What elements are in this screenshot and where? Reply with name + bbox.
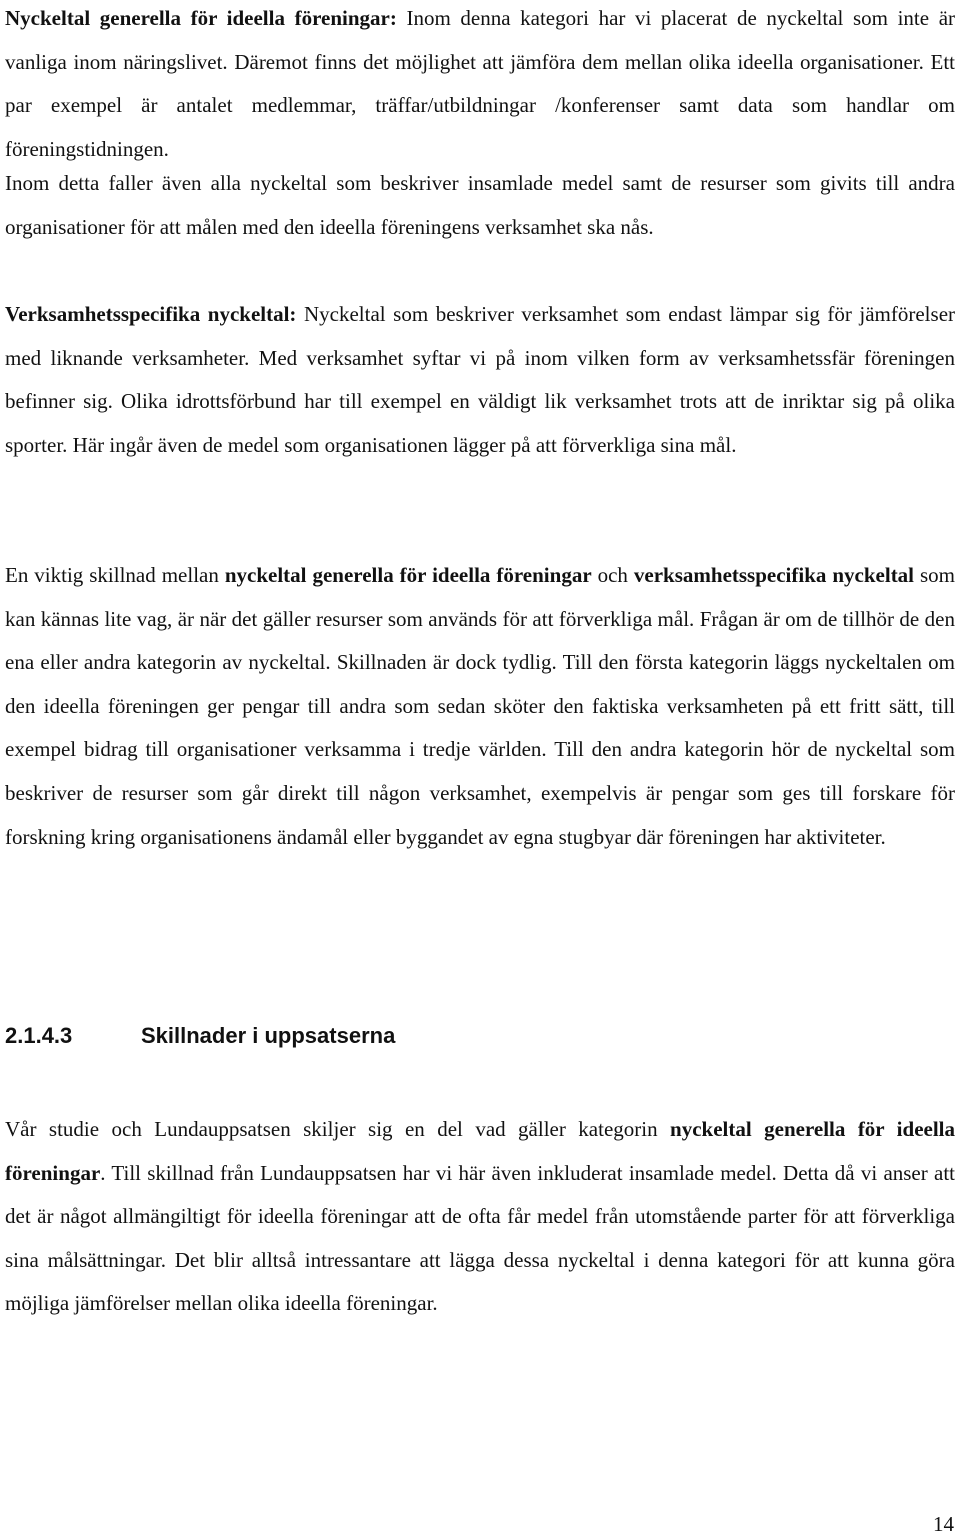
page-number: 14 [933,1512,954,1536]
section-heading [5,1018,395,1054]
section-title: Skillnader i uppsatserna [141,1023,396,1048]
paragraph-study-comparison [5,1108,955,1326]
paragraph-text: och [597,563,628,587]
paragraph-text: . Till skillnad från Lundauppsatsen har vi här även inkluderat insamlade medel. Detta då vi anser att det är något allmängiltigt för ideella föreningar att de ofta får medel från utomstående parter för att förverkliga sina målsättningar. Det blir alltså intressantare att lägga dessa nyckeltal i denna kategori för att kunna göra möjliga jämförelser mellan olika ideella föreningar. [5,1160,955,1316]
term-general-indicators: nyckeltal generella för ideella föreningar [5,1117,955,1185]
paragraph-text: som kan kännas lite vag, är när det gäller resurser som används för att förverkliga mål. Frågan är om de tillhör de den ena eller andra kategorin av nyckeltal. Skillnaden är dock tydlig. Till den första kategorin läggs nyckeltalen om den ideella föreningen ger pengar till andra som sedan sköter den faktiska verksamheten på ett fritt sätt, till exempel bidrag till organisationer verksamma i tredje världen. Till den andra kategorin hör de nyckeltal som beskriver de resurser som går direkt till någon verksamhet, exempelvis är pengar som ges till forskare för forskning kring organisationens ändamål eller byggandet av egna stugbyar där föreningen har aktiviteter. [5,563,956,849]
paragraph-collected-funds [5,162,955,249]
paragraph-text: Inom detta faller även alla nyckeltal som beskriver insamlade medel samt de resurser som givits till andra organisationer för att målen med den ideella föreningens verksamhet ska nås. [5,171,955,239]
paragraph-text: Vår studie och Lundauppsatsen skiljer sig en del vad gäller kategorin [5,1117,658,1141]
term-activity-specific: Verksamhetsspecifika nyckeltal: [5,302,297,326]
paragraph-text: Nyckeltal som beskriver verksamhet som endast lämpar sig för jämförelser med liknande verksamheter. Med verksamhet syftar vi på inom vilken form av verksamhetssfär föreningen befinner sig. Olika idrottsförbund har till exempel en väldigt lik verksamhet trots att de inriktar sig på olika sporter. Här ingår även de medel som organisationen lägger på att förverkliga sina mål. [5,302,956,457]
paragraph-text: En viktig skillnad mellan [5,563,219,587]
paragraph-general-indicators [5,0,955,171]
paragraph-difference [5,554,955,859]
paragraph-activity-specific [5,293,955,467]
paragraph-text: Inom denna kategori har vi placerat de nyckeltal som inte är vanliga inom näringslivet. Däremot finns det möjlighet att jämföra dem mellan olika ideella organisationer. Ett par exempel är antalet medlemmar, träffar/utbildningar /konferenser samt data som handlar om föreningstidningen. [5,6,956,161]
section-number: 2.1.4.3 [5,1023,73,1048]
term-general-indicators: Nyckeltal generella för ideella föreningar: [5,6,397,30]
term-general-indicators: nyckeltal generella för ideella föreningar [224,563,592,587]
term-activity-specific: verksamhetsspecifika nyckeltal [633,563,915,587]
